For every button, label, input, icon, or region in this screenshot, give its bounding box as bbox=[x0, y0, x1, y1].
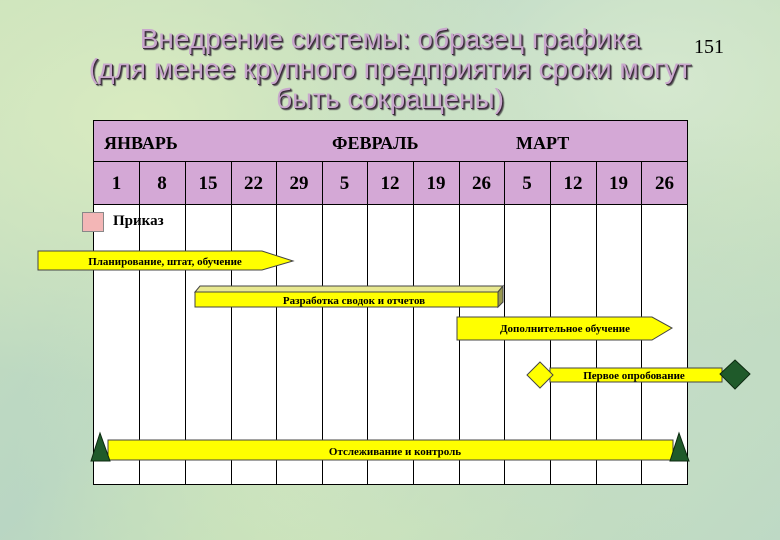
day-cell: 5 bbox=[339, 173, 350, 194]
order-legend-label: Приказ bbox=[113, 213, 164, 229]
day-cell: 12 bbox=[563, 173, 583, 194]
month-january: ЯНВАРЬ bbox=[104, 133, 178, 153]
title-line-1: Внедрение системы: образец графика bbox=[139, 23, 641, 54]
task-label-reports: Разработка сводок и отчетов bbox=[282, 295, 426, 307]
milestone-start-triangle bbox=[91, 433, 110, 461]
day-cell: 29 bbox=[289, 173, 309, 194]
day-cell: 22 bbox=[244, 173, 263, 194]
day-cell: 19 bbox=[426, 173, 446, 194]
page-number: 151 bbox=[694, 36, 724, 58]
title-line-3: быть сокращены) bbox=[276, 83, 504, 114]
task-label-planning: Планирование, штат, обучение bbox=[88, 256, 242, 268]
day-cell: 5 bbox=[522, 173, 532, 194]
month-february: ФЕВРАЛЬ bbox=[332, 133, 419, 153]
day-cell: 19 bbox=[609, 173, 628, 194]
day-cell: 26 bbox=[655, 173, 674, 194]
milestone-end-diamond bbox=[720, 360, 750, 389]
task-label-monitoring: Отслеживание и контроль bbox=[328, 446, 462, 458]
task-bar-reports-top bbox=[195, 286, 503, 292]
milestone-start-diamond bbox=[527, 362, 553, 388]
day-cell: 8 bbox=[157, 173, 167, 194]
month-march: МАРТ bbox=[516, 133, 570, 153]
day-cell: 1 bbox=[111, 173, 122, 194]
task-label-first-trial: Первое опробование bbox=[583, 370, 685, 382]
title-line-2: (для менее крупного предприятия сроки могут bbox=[88, 53, 692, 84]
task-label-extra-training: Дополнительное обучение bbox=[499, 323, 631, 335]
day-cell: 15 bbox=[198, 173, 218, 194]
day-cell: 26 bbox=[472, 173, 491, 194]
day-cell: 12 bbox=[380, 173, 400, 194]
